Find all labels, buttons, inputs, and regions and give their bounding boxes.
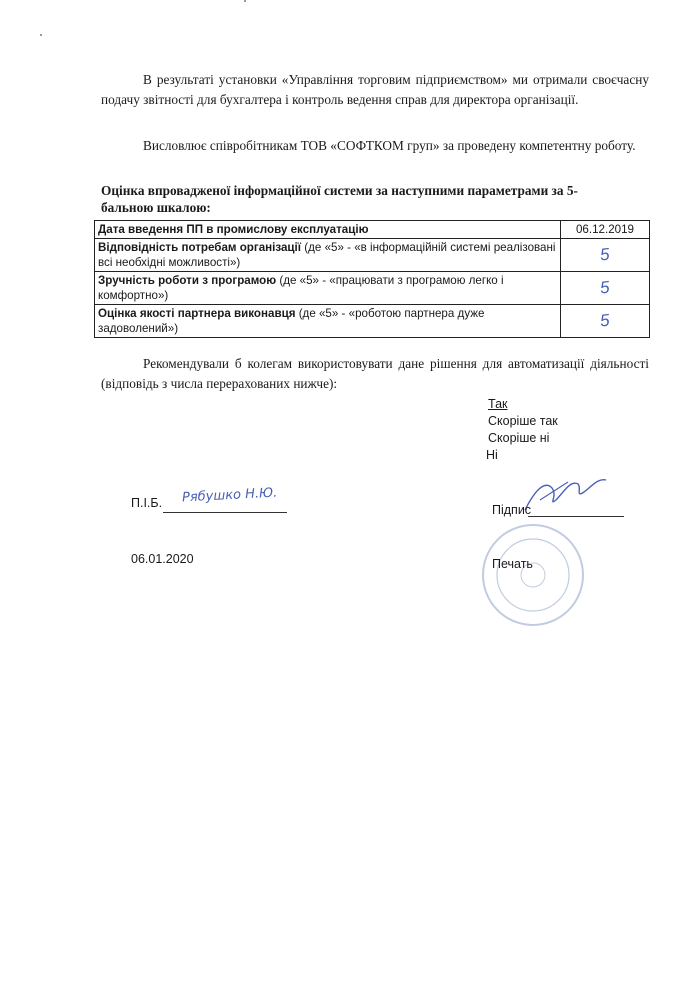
- stamp-label: Печать: [492, 557, 533, 571]
- criterion-description: (де «5» - «роботою партнера дуже задоволений»): [98, 307, 485, 335]
- document-date: 06.01.2020: [131, 552, 194, 566]
- option-rather-no[interactable]: Скоріше ні: [488, 431, 550, 445]
- signature-icon: [520, 470, 610, 520]
- rating-value-cell: [561, 239, 650, 272]
- rating-value-cell: [561, 272, 650, 305]
- rating-date: 06.12.2019: [575, 223, 635, 236]
- rating-criterion: [95, 221, 561, 239]
- stamp-icon: [478, 520, 588, 630]
- option-no[interactable]: Ні: [486, 448, 498, 462]
- criterion-title: Дата введення ПП в промислову експлуатацію: [98, 223, 369, 236]
- handwritten-score: 5: [599, 244, 611, 264]
- criterion-title: Оцінка якості партнера виконавця: [98, 307, 296, 320]
- criterion-description: (де «5» - «працювати з програмою легко і комфортно»): [98, 274, 504, 302]
- rating-value-cell: [561, 305, 650, 338]
- name-label: П.І.Б.: [131, 496, 163, 510]
- handwritten-score: 5: [599, 277, 611, 297]
- option-rather-yes[interactable]: Скоріше так: [488, 414, 558, 428]
- rating-row: [95, 272, 650, 305]
- option-yes[interactable]: Так: [488, 397, 508, 411]
- signature-label: Підпис: [492, 503, 532, 517]
- rating-row: [95, 239, 650, 272]
- criterion-title: Зручність роботи з програмою: [98, 274, 277, 287]
- recommend-paragraph: Рекомендували б колегам використовувати дане рішення для автоматизації діяльності (відповідь з числа перерахованих нижче):: [101, 356, 649, 391]
- rating-table: [94, 220, 650, 338]
- signature-line: [528, 516, 624, 517]
- name-line: [163, 512, 287, 513]
- criterion-title: Відповідність потребам організації: [98, 241, 302, 254]
- criterion-description: (де «5» - «в інформаційній системі реалізовані всі необхідні можливості»): [98, 241, 556, 269]
- rating-heading: Оцінка впровадженої інформаційної системи за наступними параметрами за 5-бальною шкалою:: [101, 183, 578, 215]
- scan-speck: [244, 0, 246, 2]
- rating-value-cell: [561, 221, 650, 239]
- rating-criterion: [95, 305, 561, 338]
- rating-criterion: [95, 239, 561, 272]
- rating-row: [95, 221, 650, 239]
- handwritten-score: 5: [599, 310, 611, 330]
- result-paragraph: В результаті установки «Управління торговим підприємством» ми отримали своєчасну подачу звітності для бухгалтера і контроль ведення справ для директора організації.: [101, 72, 649, 107]
- handwritten-name: Рябушко Н.Ю.: [181, 485, 278, 506]
- scan-speck: [40, 34, 42, 36]
- thanks-paragraph: Висловлює співробітникам ТОВ «СОФТКОМ груп» за проведену компетентну роботу.: [143, 138, 636, 153]
- answer-options: [486, 396, 558, 464]
- rating-row: [95, 305, 650, 338]
- rating-criterion: [95, 272, 561, 305]
